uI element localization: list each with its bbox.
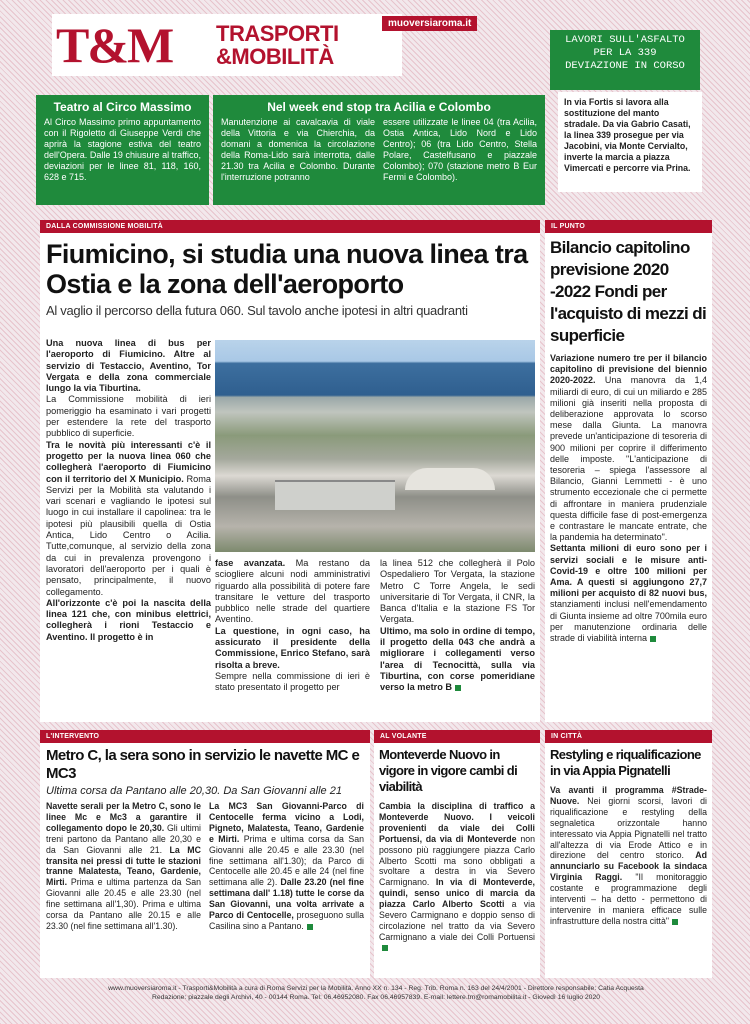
main-article <box>40 220 540 722</box>
end-mark-icon <box>382 945 388 951</box>
end-mark-icon <box>455 685 461 691</box>
monteverde-article: AL VOLANTE Monteverde Nuovo in vigore in vigore cambi di viabilità Cambia la disciplina di traffico a Monteverde Nuovo. I veicoli provenienti da viale dei Colli Portuensi, da via di Monteverde non possono più raggiungere piazza Carlo Alberto Scotti ma sono obbligati a svoltare a destra in via Severo Carmignano. In via di Monteverde, quindi, senso unico di marcia da piazza Carlo Alberto Scotti a via Severo Carmignano e doppio senso di circolazione nel tratto da via Severo Carmignano a viale dei Colli Portuensi <box>374 730 540 978</box>
metro-subhead: Ultima corsa da Pantano alle 20,30. Da San Giovanni alle 21 <box>46 785 342 797</box>
weekend-col1: Manutenzione ai cavalcavia di viale della Vittoria e via Chierchia, da domani a domenica la circolazione della Roma-Lido sarà interrotta, dalle 21.30 tra Acilia e Colombo. Durante l'interruzione potranno <box>221 117 375 182</box>
footer: www.muoversiaroma.it - Trasporti&Mobilità a cura di Roma Servizi per la Mobilità. Anno XX n. 134 - Reg. Trib. Roma n. 163 del 24/4/2001 - Direttore responsabile: Catia Acquesta Redazione: piazzale degli Archivi, 40 - 00144 Roma. Tel: 06.46952080. Fax 06.46957839. E-mail: lettere.tm@romamobilita.it - Giovedì 16 luglio 2020 <box>108 985 644 1001</box>
lavori-body: In via Fortis si lavora alla sostituzione del manto stradale. Da via Gabrio Casati, la linea 339 prosegue per via Jacobini, via Monte Cervialto, inverte la marcia a piazza Vimercati e percorre via Prina. <box>558 92 702 192</box>
teatro-title: Teatro al Circo Massimo <box>53 100 192 114</box>
citta-headline: Restyling e riqualificazione in via Appia Pignatelli <box>550 747 701 778</box>
main-col3: la linea 512 che collegherà il Polo Ospedaliero Tor Vergata, la stazione Metro C Torre Angela, le sedi universitarie di Tor Vergata, il CNR, la Banca d'Italia e la stazione FS Tor Vergata. Ultimo, ma solo in ordine di tempo, il progetto della 043 che andrà a migliorare i collegamenti verso l'area di Tecnocittà, sulla via Tiburtina, con corse pomeridiane verso la metro B <box>380 558 535 693</box>
weekend-title: Nel week end stop tra Acilia e Colombo <box>267 100 491 114</box>
subhead: Al vaglio il percorso della futura 060. Sul tavolo anche ipotesi in altri quadranti <box>46 303 468 318</box>
main-col2: fase avanzata. Ma restano da sciogliere alcuni nodi amministrativi riguardo alla possibilità di potere fare transitare le vetture del trasporto pubblico nelle strade del quartiere Aventino. La questione, in ogni caso, ha assicurato il presidente della Commissione, Enrico Stefano, sarà risolta a breve. Sempre nella commissione di ieri è stato presentato il progetto per <box>215 558 370 693</box>
weekend-box <box>213 95 545 205</box>
end-mark-icon <box>307 924 313 930</box>
teatro-body: Al Circo Massimo primo appuntamento con il Rigoletto di Giuseppe Verdi che aprirà la stagione estiva del teatro dell'Opera. Dalle 19 chiusure al traffico, deviazioni per le linee 81, 118, 160, 628 e 715. <box>44 117 201 182</box>
punto-headline: Bilancio capitolino previsione 2020 -2022 Fondi per l'acquisto di mezzi di superficie <box>550 238 707 345</box>
monteverde-headline: Monteverde Nuovo in vigore in vigore cambi di viabilità <box>379 747 518 794</box>
section-label: IL PUNTO <box>545 220 712 233</box>
teatro-box <box>36 95 209 205</box>
metro-article: L'INTERVENTO Metro C, la sera sono in servizio le navette MC e MC3 Ultima corsa da Pantano alle 20,30. Da San Giovanni alle 21 Navette serali per la Metro C, sono le linee Mc e Mc3 a garantire il collegamento dopo le 20,30. Gli ultimi treni partono da Pantano alle 20,30 e da San Giovanni alle 21. La MC transita nei pressi di tutte le stazioni tranne Malatesta, Teano, Gardenie, Mirti. Prima e ultima partenza da San Giovanni alle 20.45 e alle 23.30 (nel fine settimana all'1,30). Prima e ultima corsa da Pantano alle 20.15 e alle 23.30 (nel fine settimana all'1.30). La MC3 San Giovanni-Parco di Centocelle ferma vicino a Lodi, Pigneto, Malatesta, Teano, Gardenie e Mirti. Prima e ultima corsa da San Giovanni alle 20.45 e alle 23.30 (nel fine settimana all'1.30); da Parco di Centocelle alle 20.45 e alle 24 (nel fine settimana alle 2). Dalle 23.20 (nel fine settimana dall' 1.18) tutte le corse da San Giovanni, una volta arrivate a Parco di Centocelle, proseguono sulla Casilina sino a Pantano. <box>40 730 370 978</box>
airport-photo <box>215 340 535 552</box>
main-col1: Una nuova linea di bus per l'aeroporto di Fiumicino. Altre al servizio di Testaccio, Aventino, Tor Vergata e della zona commerciale lungo la via Tiburtina. La Commissione mobilità di ieri pomeriggio ha esaminato i vari progetti per estendere la rete del trasporto pubblico di superficie. Tra le novità più interessanti c'è il progetto per la nuova linea 060 che collegherà l'aeroporto di Fiumicino con il territorio del X Municipio. Roma Servizi per la Mobilità sta valutando i vari scenari e vagliando le ipotesi sul luogo in cui installare il capolinea: tra le ipotesi più plausibili quella di Ostia Antica, Lido Centro o Acilia. Tutte,comunque, al servizio della zona da cui in prevalenza provengono i lavoratori dell'aeroporto per i quali è pensato, principalmente, il nuovo collegamento. All'orizzonte c'è poi la nascita della linea 121 che, con minibus elettrici, collegherà i rioni Testaccio e Aventino. Il progetto è in <box>46 338 211 642</box>
logo: T&M <box>56 17 173 73</box>
logo-wordmark: TRASPORTI &MOBILITÀ <box>216 21 339 69</box>
section-label: DALLA COMMISSIONE MOBILITÀ <box>40 220 540 233</box>
section-label: L'INTERVENTO <box>40 730 370 743</box>
masthead <box>52 14 402 76</box>
weekend-col2: essere utilizzate le linee 04 (tra Acilia, Ostia Antica, Lido Nord e Lido Centro); 06 (tra Lido Centro, Stella Polare, Castelfusano e piazzale Colombo); 070 (stazione metro B Eur Fermi e Colombo). <box>383 117 537 182</box>
citta-article: IN CITTÀ Restyling e riqualificazione in via Appia Pignatelli Va avanti il programma #Strade-Nuove. Nei giorni scorsi, lavori di riqualificazione e restyling della segnaletica orizzontale hanno interessato via Appia Pignatelli nel tratto all'altezza di via Erode Attico e in direzione del centro storico. Ad annunciarlo su Facebook la sindaca Virginia Raggi. "Il monitoraggio costante e programmazione degli interventi – ha detto - permettono di intervenire in maniera efficace sulle infrastrutture della nostra città" <box>545 730 712 978</box>
section-label: IN CITTÀ <box>545 730 712 743</box>
site-link[interactable]: muoversiaroma.it <box>382 16 477 31</box>
end-mark-icon <box>650 636 656 642</box>
section-label: AL VOLANTE <box>374 730 540 743</box>
hangar-roof <box>405 468 495 490</box>
terminal-building <box>275 480 395 510</box>
end-mark-icon <box>672 919 678 925</box>
headline: Fiumicino, si studia una nuova linea tra Ostia e la zona dell'aeroporto <box>46 239 528 299</box>
punto-article: IL PUNTO Bilancio capitolino previsione 2020 -2022 Fondi per l'acquisto di mezzi di superficie Variazione numero tre per il bilancio capitolino di previsione del biennio 2020-2022. Una manovra da 1,4 miliardi di euro, di cui un miliardo e 285 milioni già inseriti nella proposta di deliberazione approvata lo scorso mese dalla Giunta. La manovra prevede un'anticipazione di tesoreria di 900 milioni per coprire il differimento delle imposte. "L'anticipazione di tesoreria – spiega l'assessore al Bilancio, Gianni Lemmetti - è uno strumento eccezionale che ci permette di affrontare in maniera prudenziale questa difficile fase di post-emergenza e contrastare le mancate entrate, che la pandemia ha determinato". Settanta milioni di euro sono per i servizi sociali e le misure anti-Covid-19 e oltre 100 milioni per Ama. A questi si aggiungono 27,7 milioni per acquisto di 82 nuovi bus, stanziamenti inclusi nell'emendamento di Giunta insieme ad oltre 700mila euro per manutenzione ordinaria delle strade di viabilità interna <box>545 220 712 722</box>
lavori-box: LAVORI SULL'ASFALTO PER LA 339 DEVIAZIONE IN CORSO <box>550 30 700 90</box>
metro-headline: Metro C, la sera sono in servizio le navette MC e MC3 <box>46 747 360 782</box>
